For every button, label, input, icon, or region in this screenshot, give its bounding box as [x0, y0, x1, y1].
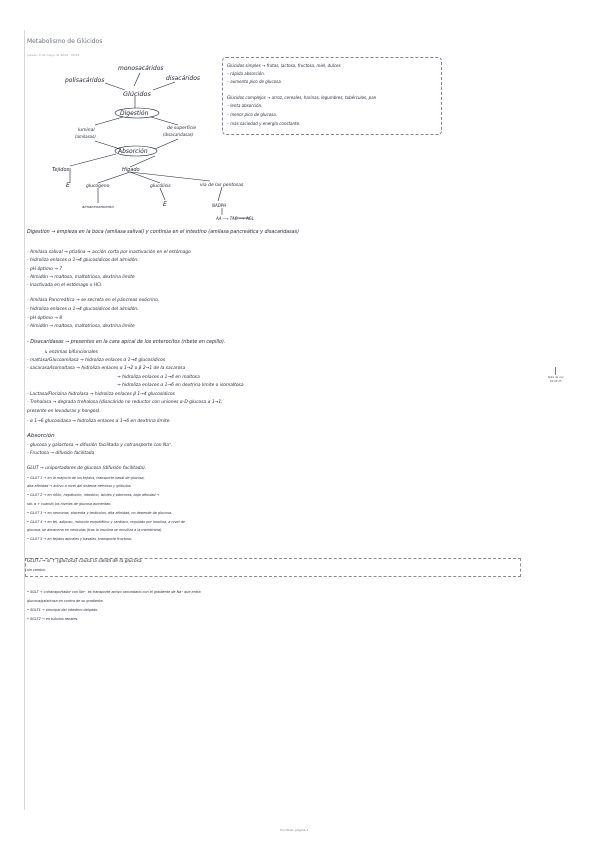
text-line: - Amilasa Pancreática → se secreta en el páncreas exócrino. [27, 298, 160, 303]
text-line: sin cambio [27, 568, 46, 572]
diagram-monosacaridos: monosacáridos [118, 65, 164, 72]
box-line: – aumento pico de glucosa. [227, 79, 282, 84]
box-line: Glúcidos complejos → arroz, cereales, harinas, legumbres, tubérculos, pan [227, 95, 377, 100]
voice-note-duration: 00:00:25 [549, 380, 562, 383]
text-line: - hidroliza enlaces α 1→4 glucosídicos del almidón. [27, 307, 139, 312]
diagram-chain: AA ⟶ TAG ⟶ AGL [216, 216, 255, 221]
text-line: - α 1→6 glucosidasa → hidroliza enlaces α 1→6 en dextrina límite. [27, 419, 171, 424]
text-line: • GLUT 4 → en tej. adiposo, músculo esquelético y cardíaco, regulado por insulina, a nivel de [27, 520, 185, 524]
text-line: → hidroliza enlaces α 1→6 en dextrina límite o isomaltosa [117, 383, 244, 388]
diagram-absorcion: Absorción [118, 148, 148, 155]
diagram-e-left: E [66, 182, 70, 189]
diagram-digestion: Digestión [120, 110, 149, 117]
text-line: • GLUT 5 → en tejidos apicales y basales, transporte fructosa. [27, 537, 132, 541]
box-line: – lenta absorción. [227, 103, 263, 108]
text-line: sal. α + cuando los niveles de glucosa aumentan. [27, 502, 112, 506]
page-margin-line [24, 30, 25, 810]
diagram-glucogeno: glucógeno [86, 184, 110, 189]
text-line: • GLUT 1 → en la mayoría de los tejidos, transporte basal de glucosa, [27, 476, 145, 480]
voice-note-marker [555, 367, 556, 375]
text-line: - Disacaridasas → presentes en la cara apical de los enterocitos (ribete en cepillo). [27, 340, 226, 345]
text-line: - hidroliza enlaces α 1→4 glucosídicos del almidón. [27, 258, 139, 263]
text-line: • SGLT1 → principal del intestino delgado. [27, 608, 99, 612]
diagram-e-right: E [163, 201, 167, 208]
diagram-luminal-sub: (amilasas) [75, 134, 96, 139]
text-line: Digestión → empieza en la boca (amilasa salival) y continúa en el intestino (amilasa pancreática y disacaridasas) [27, 230, 299, 235]
text-line: → hidroliza enlaces α 1→4 en maltosa [117, 375, 200, 380]
text-line: alta afinidad → activo a nivel del sistema nervioso y glóbulos. [27, 484, 132, 488]
text-line: - pH óptimo → 8 [27, 316, 63, 321]
text-line: presente en levaduras y hongos). [27, 409, 101, 414]
text-line: GLUT → uniportadores de glucosa (difusión facilitada). [27, 466, 147, 471]
diagram-via-pentosas: vía de las pentosas [200, 183, 244, 188]
text-line: - Almidón → maltosa, maltotriosa, dextrina límite [27, 275, 135, 280]
text-line: • SGLT → cotransportador con Na⁺, es transporte activo secundario con el gradiente de Na⁺ que entra [27, 590, 201, 594]
text-line: glucosa/galactosa en contra de su gradiente. [27, 599, 104, 603]
text-line: - pH óptimo → 7 [27, 267, 63, 272]
text-line: GLUT₂ → si ↑ [glucosa] causa la salida de la glucosa [27, 559, 142, 564]
diagram-nadph: NADPH [212, 203, 227, 208]
section-heading-absorcion: Absorción [27, 433, 55, 439]
text-line: • GLUT 3 → en neuronas, placenta y testículos, alta afinidad, no depende de glucosa. [27, 511, 173, 515]
text-line: - Inactivada en el estómago x HCl. [27, 283, 103, 288]
page-title: Metabolismo de Glúcidos [27, 38, 103, 45]
box-line: Glúcidos simples → frutas, lactosa, fructosa, miel, dulces [227, 63, 341, 68]
box-line: – rápida absorción. [227, 71, 266, 76]
text-line: • SGLT2 → en túbulos renales. [27, 617, 79, 621]
box-line: – más saciedad y energía constante. [227, 121, 301, 126]
diagram-polisacaridos: polisacáridos [65, 77, 105, 84]
text-line: - Almidón → maltosa, maltotriosa, dextrina límite [27, 324, 135, 329]
page-footer: Sin título, página 1 [280, 828, 309, 832]
glucidos-types-box [222, 57, 442, 135]
diagram-glucidos: Glúcidos [123, 90, 151, 98]
diagram-disacaridos: disacáridos [166, 75, 200, 82]
voice-note[interactable] [548, 376, 564, 384]
diagram-almacenamiento: almacenamiento [82, 204, 114, 209]
text-line: - Lactasa/Florizina hidrolasa → hidroliza enlaces β 1→4 glucosídicos [27, 392, 175, 397]
text-line: - glucosa y galactosa → difusión facilitada y cotransporte con Na⁺. [27, 443, 173, 448]
diagram-glucolisis: glucólisis [150, 184, 171, 189]
text-line: glucosa, se almacena en vesículas (tras la insulina se moviliza a la membrana). [27, 528, 163, 532]
text-line: - Trehalasa → degrada trehalosa (disacárido no reductor con uniones α-D-glucosa α 1→1; [27, 400, 223, 405]
diagram-superficie: de superficie [167, 126, 197, 131]
text-line: ↳ enzimas bifuncionales [44, 350, 98, 355]
diagram-superficie-sub: (disacaridasas) [163, 132, 194, 137]
diagram-luminal: luminal [78, 128, 95, 133]
page-timestamp: Jueves, 9 de mayo de 2024 · 09:42 [27, 53, 80, 57]
box-line: – menor pico de glucosa. [227, 112, 278, 117]
voice-note-label: Nota de voz [548, 376, 564, 379]
text-line: - Amilasa salival → ptialina → acción corta por inactivación en el estómago [27, 250, 191, 255]
text-line: • GLUT 2 → en riñón, hepatocito, intestino, islotes y páncreas, baja afinidad → [27, 493, 160, 497]
text-line: - maltasa/Glucoamilasa → hidroliza enlaces α 1→4 glucosídicos [27, 358, 166, 363]
diagram-tejidos: Tejidos [52, 167, 70, 173]
diagram-higado: Hígado [122, 167, 140, 173]
text-line: - Fructosa → difusión facilitada [27, 451, 95, 456]
text-line: - sacarasa/Isomaltasa → hidroliza enlaces α 1→2 o β 2→1 de la sacarosa [27, 366, 186, 371]
